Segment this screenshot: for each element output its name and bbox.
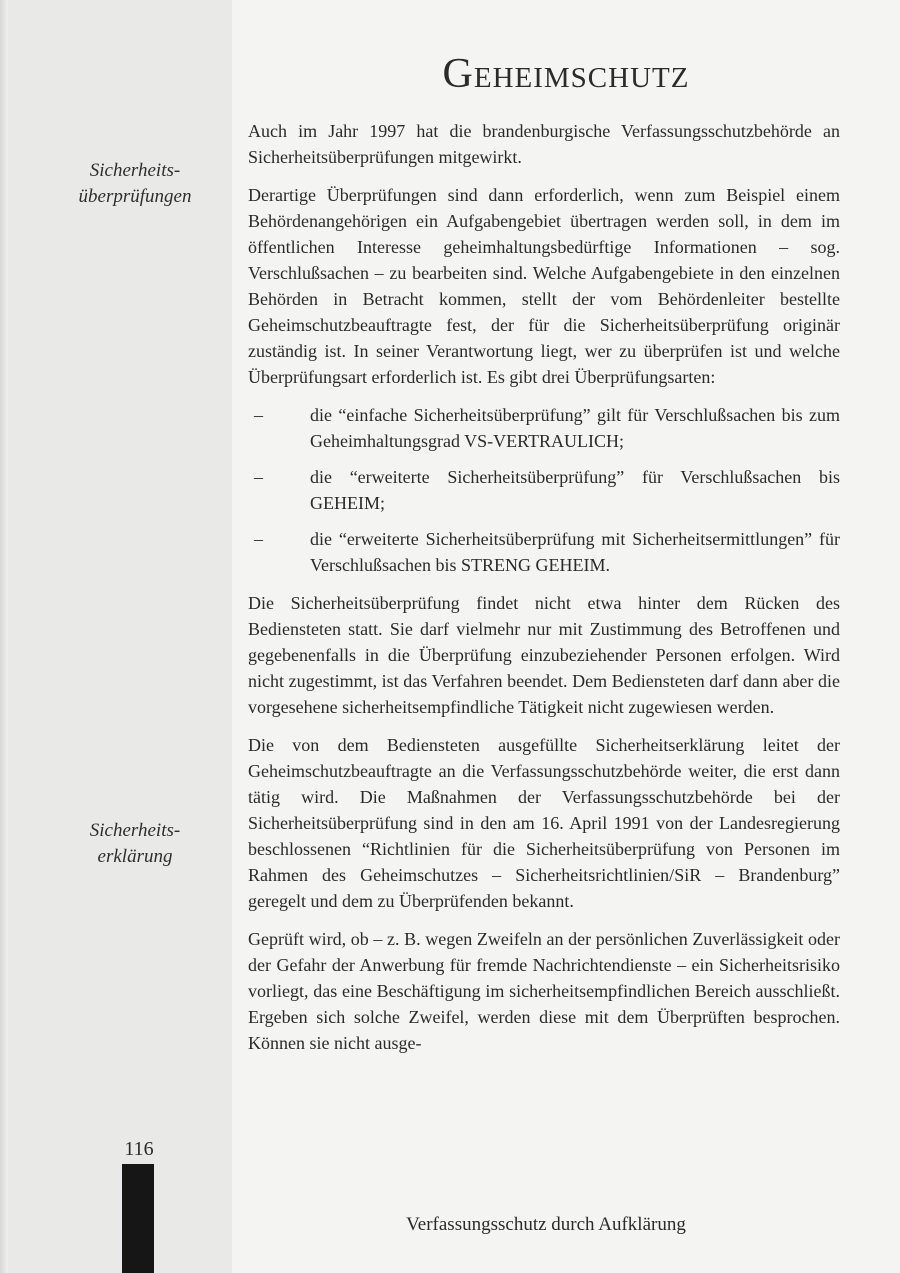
paragraph: Die von dem Bediensteten ausgefüllte Sicherheitserklärung leitet der Geheimschutzbeauftragte an die Verfassungsschutzbehörde weiter, die erst dann tätig wird. Die Maßnahmen der Verfassungsschutzbehörde bei der Sicherheitsüberprüfung sind in den am 16. April 1991 von der Landesregierung beschlossenen “Richtlinien für die Sicherheitsüberprüfung von Personen im Rahmen des Geheimschutzes – Sicherheitsrichtlinien/SiR – Brandenburg” geregelt und dem zu Überprüfenden bekannt. — [248, 735, 840, 911]
list-dash: – — [254, 405, 263, 425]
page-tab-marker — [122, 1164, 154, 1273]
margin-note-sicherheitsueberpruefungen — [40, 158, 230, 210]
margin-note-sicherheitserklaerung — [40, 818, 230, 870]
list-dash: – — [254, 529, 263, 549]
list-item-text: die “einfache Sicherheitsüberprüfung” gilt für Verschlußsachen bis zum Geheimhaltungsgrad VS-VERTRAULICH; — [310, 405, 840, 451]
page-edge-shadow — [0, 0, 8, 1273]
ueberpruefungsarten-list — [248, 402, 840, 578]
paragraph: Auch im Jahr 1997 hat die brandenburgische Verfassungsschutzbehörde an Sicherheitsüberprüfungen mitgewirkt. — [248, 121, 840, 167]
body-text — [248, 118, 840, 1068]
list-item — [248, 464, 840, 516]
list-item — [248, 526, 840, 578]
list-item-text: die “erweiterte Sicherheitsüberprüfung” für Verschlußsachen bis GEHEIM; — [310, 467, 840, 513]
paragraph: Derartige Überprüfungen sind dann erforderlich, wenn zum Beispiel einem Behördenangehörigen ein Aufgabengebiet übertragen werden soll, in dem im öffentlichen Interesse geheimhaltungsbedürftige Informationen – sog. Verschlußsachen – zu bearbeiten sind. Welche Aufgabengebiete in den einzelnen Behörden in Betracht kommen, stellt der vom Behördenleiter bestellte Geheimschutzbeauftragte fest, der für die Sicherheitsüberprüfung originär zuständig ist. In seiner Verantwortung liegt, wer zu überprüfen ist und welche Überprüfungsart erforderlich ist. Es gibt drei Überprüfungsarten: — [248, 185, 840, 387]
running-footer: Verfassungsschutz durch Aufklärung — [406, 1214, 686, 1235]
margin-note-line: erklärung — [97, 846, 173, 867]
margin-note-line: Sicherheits- — [89, 160, 181, 181]
paragraph: Geprüft wird, ob – z. B. wegen Zweifeln an der persönlichen Zuverlässigkeit oder der Gefahr der Anwerbung für fremde Nachrichtendienste – ein Sicherheitsrisiko vorliegt, das eine Beschäftigung im sicherheitsempfindlichen Bereich ausschließt. Ergeben sich solche Zweifel, werden diese mit dem Überprüften besprochen. Können sie nicht ausge- — [248, 929, 840, 1053]
list-item — [248, 402, 840, 454]
list-item-text: die “erweiterte Sicherheitsüberprüfung mit Sicherheitsermittlungen” für Verschlußsachen bis STRENG GEHEIM. — [310, 529, 840, 575]
list-dash: – — [254, 467, 263, 487]
page-number: 116 — [124, 1138, 154, 1160]
paragraph: Die Sicherheitsüberprüfung findet nicht etwa hinter dem Rücken des Bediensteten statt. Sie darf vielmehr nur mit Zustimmung des Betroffenen und gegebenenfalls in die Überprüfung einzubeziehender Personen erfolgen. Wird nicht zugestimmt, ist das Verfahren beendet. Dem Bediensteten darf dann aber die vorgesehene sicherheitsempfindliche Tätigkeit nicht zugewiesen werden. — [248, 593, 840, 717]
margin-note-line: überprüfungen — [78, 186, 192, 207]
page-heading: Geheimschutz — [442, 51, 690, 97]
margin-note-line: Sicherheits- — [89, 820, 181, 841]
